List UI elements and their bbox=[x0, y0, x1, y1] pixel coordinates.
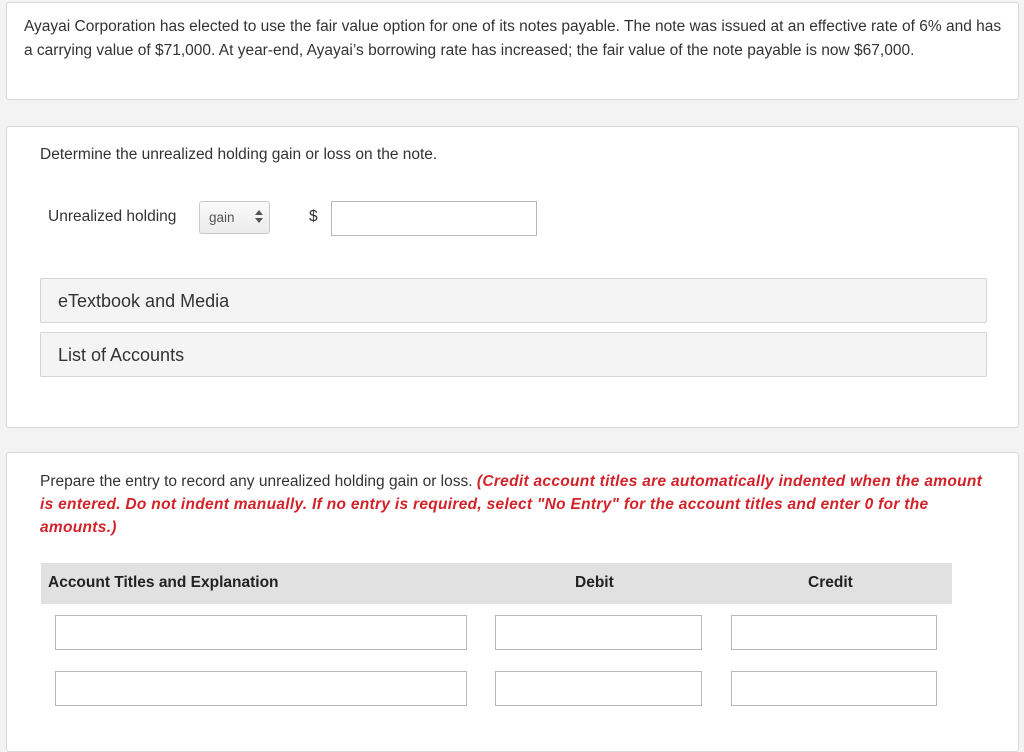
list-of-accounts-label: List of Accounts bbox=[58, 345, 185, 365]
column-header-account: Account Titles and Explanation bbox=[48, 574, 279, 591]
part-2-instruction: Prepare the entry to record any unrealized holding gain or loss. bbox=[40, 473, 473, 490]
problem-statement: Ayayai Corporation has elected to use the fair value option for one of its notes payable. The note was issued at an effective rate of 6% and has a carrying value of $71,000. At year-end, Ayayai’s borrowing rate has increased; the fair value of the note payable is now $67,000. bbox=[24, 18, 1002, 59]
column-header-debit: Debit bbox=[575, 574, 614, 591]
holding-amount-input[interactable] bbox=[331, 201, 537, 236]
unrealized-holding-label: Unrealized holding bbox=[48, 208, 177, 225]
part-2-card bbox=[6, 452, 1019, 752]
etextbook-media-label: eTextbook and Media bbox=[58, 291, 230, 311]
part-2-note: (Credit account titles are automatically indented when the amount is entered. Do not indent manually. If no entry is required, select "No Entry" for the account titles and enter 0 for the amounts.) bbox=[40, 473, 983, 536]
select-arrows-icon bbox=[255, 209, 263, 225]
row-2-credit-input[interactable] bbox=[731, 671, 937, 706]
journal-table-header bbox=[41, 563, 952, 604]
row-2-account-input[interactable] bbox=[55, 671, 467, 706]
column-header-credit: Credit bbox=[808, 574, 853, 591]
currency-symbol: $ bbox=[309, 208, 318, 225]
row-1-account-input[interactable] bbox=[55, 615, 467, 650]
gain-loss-select-value: gain bbox=[209, 210, 235, 225]
row-1-credit-input[interactable] bbox=[731, 615, 937, 650]
part-2-instruction-block bbox=[40, 470, 1000, 539]
row-2-debit-input[interactable] bbox=[495, 671, 702, 706]
list-of-accounts-panel[interactable] bbox=[40, 332, 987, 377]
etextbook-media-panel[interactable] bbox=[40, 278, 987, 323]
gain-loss-select[interactable] bbox=[199, 201, 270, 234]
part-1-instruction: Determine the unrealized holding gain or loss on the note. bbox=[40, 146, 438, 163]
part-1-card bbox=[6, 126, 1019, 428]
problem-statement-card bbox=[6, 2, 1019, 100]
row-1-debit-input[interactable] bbox=[495, 615, 702, 650]
